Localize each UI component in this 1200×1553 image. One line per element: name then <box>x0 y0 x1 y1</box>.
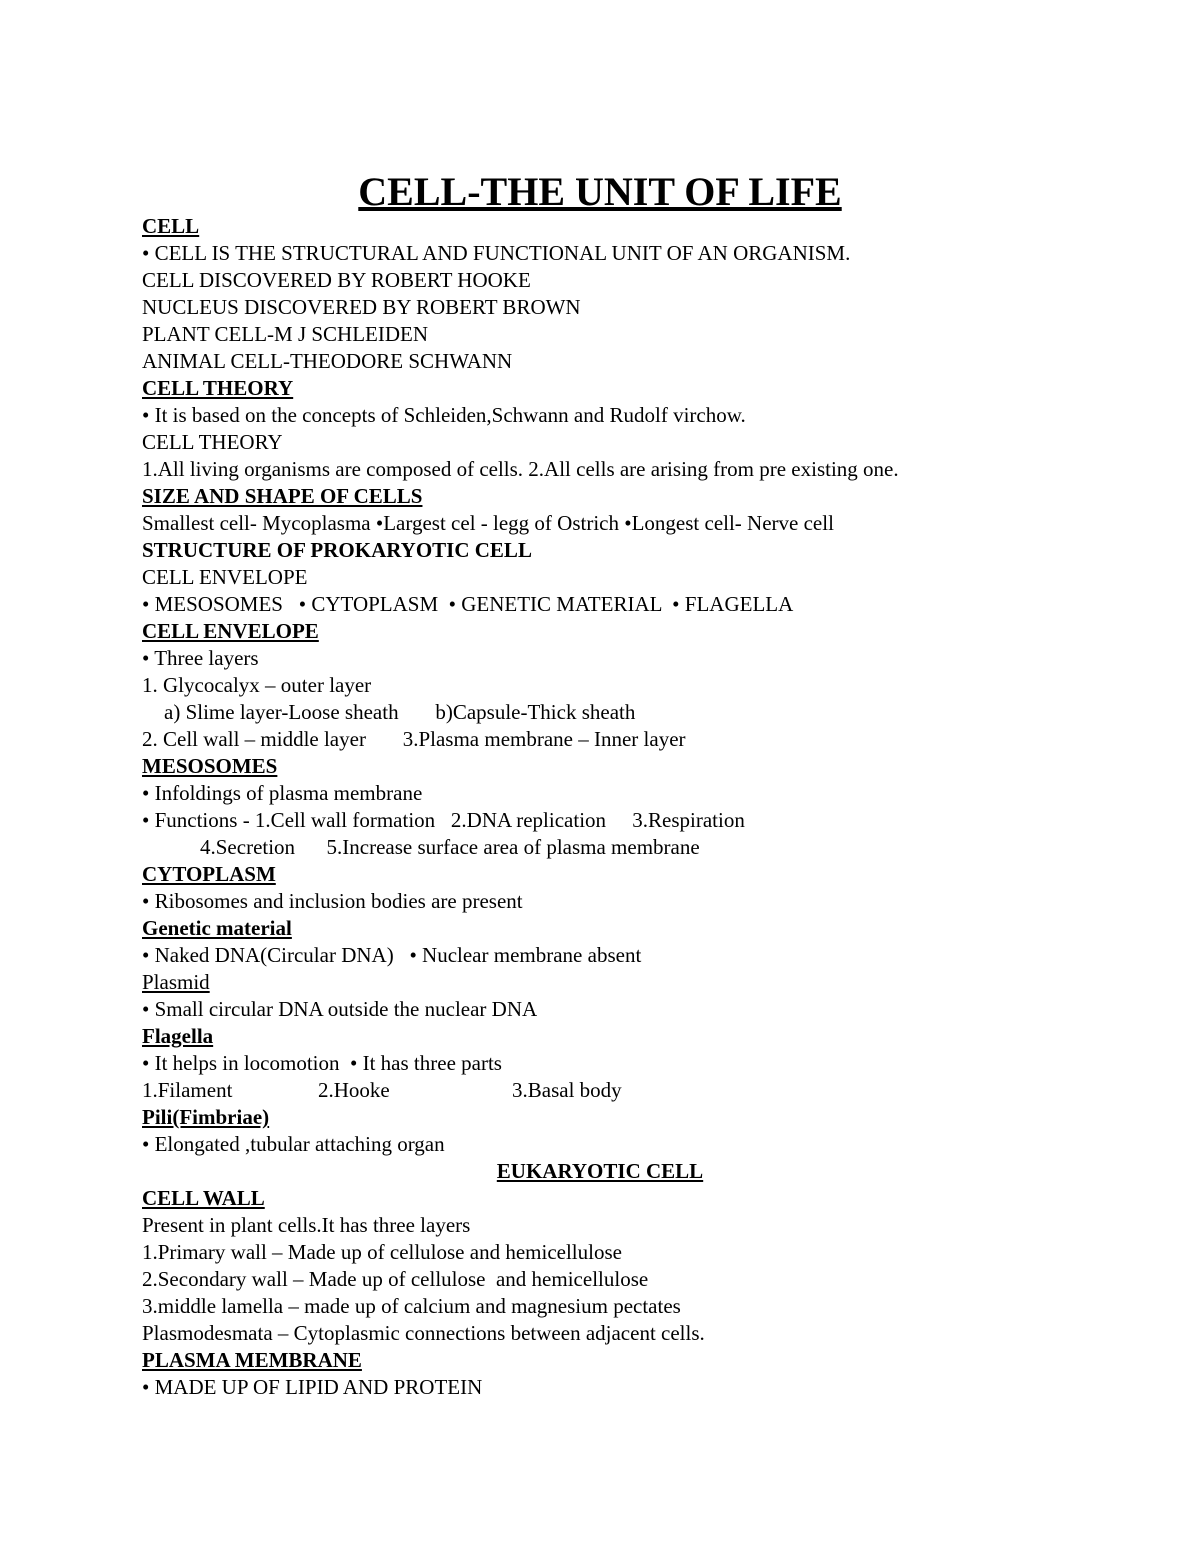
text-line: • Three layers <box>142 646 259 670</box>
text-line: CELL THEORY <box>142 430 283 454</box>
heading-pili: Pili(Fimbriae) <box>142 1105 270 1129</box>
heading-cell-wall: CELL WALL <box>142 1186 265 1210</box>
heading-plasmid: Plasmid <box>142 970 210 994</box>
flagella-part-filament: 1.Filament <box>142 1078 233 1102</box>
text-line: 3.middle lamella – made up of calcium and magnesium pectates <box>142 1294 681 1318</box>
text-line: • Naked DNA(Circular DNA) • Nuclear membrane absent <box>142 943 642 967</box>
text-line: PLANT CELL-M J SCHLEIDEN <box>142 322 429 346</box>
heading-flagella: Flagella <box>142 1024 214 1048</box>
heading-cell-envelope: CELL ENVELOPE <box>142 619 319 643</box>
heading-prokaryotic-structure: STRUCTURE OF PROKARYOTIC CELL <box>142 538 532 562</box>
heading-size-shape: SIZE AND SHAPE OF CELLS <box>142 484 423 508</box>
text-line: • Functions - 1.Cell wall formation 2.DNA replication 3.Respiration <box>142 808 745 832</box>
flagella-part-basal-body: 3.Basal body <box>512 1078 622 1102</box>
text-line: 2.Secondary wall – Made up of cellulose and hemicellulose <box>142 1267 649 1291</box>
text-line: • MESOSOMES • CYTOPLASM • GENETIC MATERIAL • FLAGELLA <box>142 592 794 616</box>
heading-genetic-material: Genetic material <box>142 916 292 940</box>
text-line: 1.All living organisms are composed of cells. 2.All cells are arising from pre existing one. <box>142 457 899 481</box>
document-body <box>142 213 1142 1401</box>
text-line: 4.Secretion 5.Increase surface area of plasma membrane <box>200 835 700 859</box>
text-line: • Small circular DNA outside the nuclear DNA <box>142 997 538 1021</box>
text-line: • MADE UP OF LIPID AND PROTEIN <box>142 1375 483 1399</box>
text-line: 1. Glycocalyx – outer layer <box>142 673 372 697</box>
text-line: 2. Cell wall – middle layer 3.Plasma membrane – Inner layer <box>142 727 686 751</box>
heading-mesosomes: MESOSOMES <box>142 754 278 778</box>
text-line: 1.Primary wall – Made up of cellulose and hemicellulose <box>142 1240 622 1264</box>
text-line: • CELL IS THE STRUCTURAL AND FUNCTIONAL UNIT OF AN ORGANISM. <box>142 241 851 265</box>
text-line: • Elongated ,tubular attaching organ <box>142 1132 445 1156</box>
text-line: CELL ENVELOPE <box>142 565 308 589</box>
page-title: CELL-THE UNIT OF LIFE <box>358 169 842 214</box>
text-line: Smallest cell- Mycoplasma •Largest cel - legg of Ostrich •Longest cell- Nerve cell <box>142 511 834 535</box>
heading-cell-theory: CELL THEORY <box>142 376 294 400</box>
heading-plasma-membrane: PLASMA MEMBRANE <box>142 1348 362 1372</box>
text-line: a) Slime layer-Loose sheath b)Capsule-Thick sheath <box>164 700 636 724</box>
text-line: Present in plant cells.It has three layers <box>142 1213 471 1237</box>
text-line: • Ribosomes and inclusion bodies are present <box>142 889 523 913</box>
text-line: • Infoldings of plasma membrane <box>142 781 423 805</box>
flagella-part-hooke: 2.Hooke <box>318 1078 390 1102</box>
text-line: • It helps in locomotion • It has three parts <box>142 1051 502 1075</box>
heading-cell: CELL <box>142 214 200 238</box>
text-line: CELL DISCOVERED BY ROBERT HOOKE <box>142 268 531 292</box>
text-line: • It is based on the concepts of Schleiden,Schwann and Rudolf virchow. <box>142 403 746 427</box>
text-line-flagella-parts <box>142 1077 1142 1104</box>
text-line: ANIMAL CELL-THEODORE SCHWANN <box>142 349 513 373</box>
text-line: Plasmodesmata – Cytoplasmic connections between adjacent cells. <box>142 1321 705 1345</box>
heading-cytoplasm: CYTOPLASM <box>142 862 276 886</box>
text-line: NUCLEUS DISCOVERED BY ROBERT BROWN <box>142 295 581 319</box>
heading-eukaryotic-cell: EUKARYOTIC CELL <box>496 1159 704 1183</box>
